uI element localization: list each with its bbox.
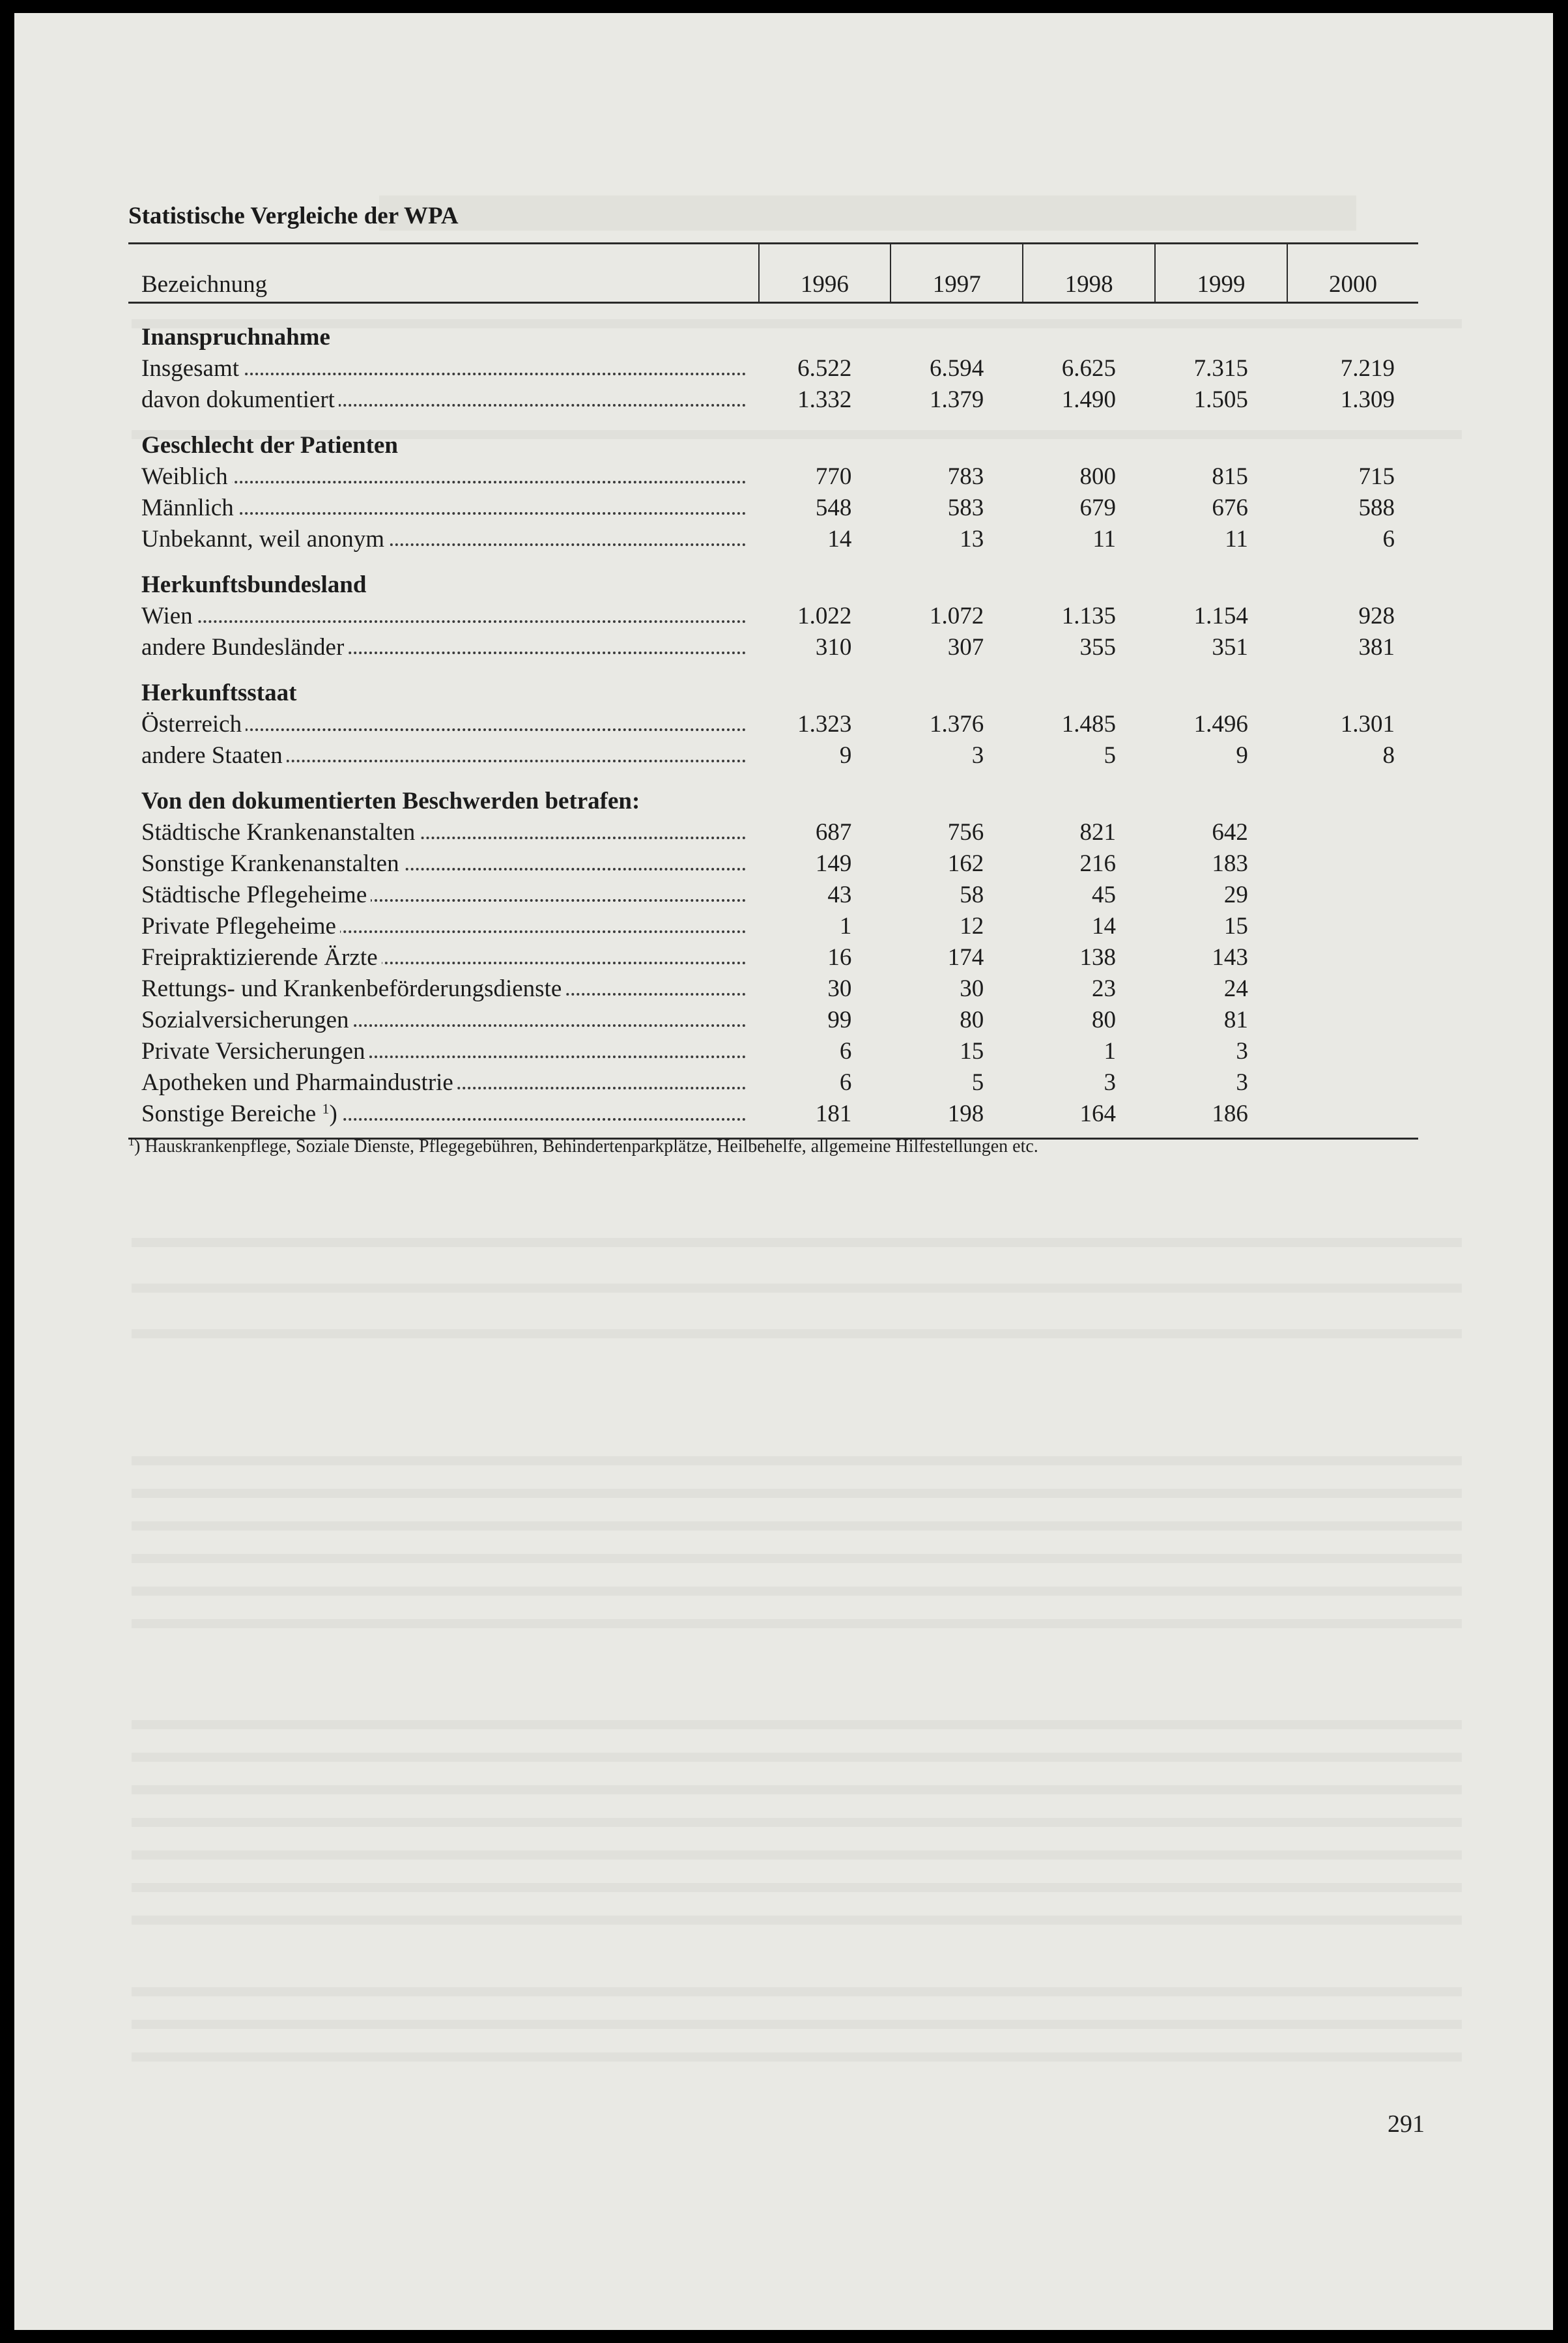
table-row — [128, 1063, 1418, 1095]
value-cell: 6 — [839, 1038, 852, 1065]
bleed-through-line — [132, 1521, 1462, 1531]
value-cell: 1.309 — [1340, 386, 1395, 413]
value-cell: 14 — [1092, 913, 1117, 940]
row-label-text: Städtische Krankenanstalten — [141, 819, 416, 846]
footnote — [128, 1135, 1038, 1157]
value-cell: 143 — [1212, 944, 1248, 971]
value-cell: 928 — [1358, 603, 1395, 629]
value-cell — [1287, 970, 1418, 1001]
footnote-text: ) Hauskrankenpflege, Soziale Dienste, Pflegegebühren, Behindertenparkplätze, Heilbehelfe, allgemeine Hilfestellungen etc. — [134, 1136, 1038, 1157]
value-cell: 216 — [1079, 850, 1117, 877]
value-cell — [1287, 876, 1418, 907]
page-number: 291 — [1388, 2110, 1425, 2138]
column-header-year: 1997 — [891, 244, 1023, 303]
table-header-row — [128, 244, 1418, 303]
value-cell: 6.625 — [1061, 355, 1117, 382]
section-heading: Geschlecht der Patienten — [141, 432, 398, 459]
dot-leader — [141, 620, 746, 623]
row-label-text: Sozialversicherungen — [141, 1007, 349, 1033]
row-label-cell — [128, 938, 759, 970]
row-label — [141, 742, 287, 769]
row-label-text: Männlich — [141, 495, 234, 521]
row-label-text: Weiblich — [141, 463, 228, 490]
value-cell: 9 — [1236, 742, 1248, 769]
section-heading-row — [128, 768, 1418, 813]
row-label — [141, 882, 371, 908]
value-cell: 1.323 — [797, 711, 852, 738]
value-cell: 1 — [839, 913, 852, 940]
table-row — [128, 597, 1418, 628]
value-cell: 58 — [960, 882, 984, 908]
value-cell: 149 — [815, 850, 852, 877]
row-label-cell — [128, 876, 759, 907]
row-label-text: andere Staaten — [141, 742, 283, 769]
value-cell: 815 — [1212, 463, 1248, 490]
row-label — [141, 495, 238, 521]
bleed-through-line — [132, 2052, 1462, 2062]
value-cell: 1.496 — [1193, 711, 1248, 738]
table-row — [128, 520, 1418, 551]
bleed-through-line — [132, 1883, 1462, 1892]
table-row — [128, 1032, 1418, 1063]
row-label — [141, 819, 419, 846]
row-label-text: Städtische Pflegeheime — [141, 882, 367, 908]
value-cell: 7.219 — [1340, 355, 1395, 382]
value-cell — [1287, 907, 1418, 938]
bleed-through-line — [132, 1329, 1462, 1338]
value-cell: 1.072 — [929, 603, 984, 629]
value-cell: 3 — [1104, 1069, 1117, 1096]
value-cell: 80 — [1092, 1007, 1117, 1033]
value-cell — [1287, 1063, 1418, 1095]
row-label — [141, 634, 348, 661]
value-cell: 9 — [839, 742, 852, 769]
row-label — [141, 1100, 341, 1127]
value-cell: 15 — [1223, 913, 1248, 940]
table-row — [128, 705, 1418, 736]
value-cell: 183 — [1212, 850, 1248, 877]
value-cell: 24 — [1223, 975, 1248, 1002]
bleed-through-line — [132, 1753, 1462, 1762]
bleed-through-line — [132, 1987, 1462, 1996]
value-cell: 15 — [960, 1038, 984, 1065]
value-cell: 11 — [1225, 526, 1248, 553]
table-row — [128, 1001, 1418, 1032]
table-row — [128, 628, 1418, 659]
row-label-text: Freipraktizierende Ärzte — [141, 944, 378, 971]
table-row — [128, 970, 1418, 1001]
value-cell: 3 — [971, 742, 984, 769]
value-cell: 1.154 — [1193, 603, 1248, 629]
value-cell: 687 — [815, 819, 852, 846]
row-label — [141, 1069, 457, 1096]
value-cell: 351 — [1212, 634, 1248, 661]
row-label — [141, 603, 197, 629]
value-cell: 548 — [815, 495, 852, 521]
value-cell: 1.376 — [929, 711, 984, 738]
value-cell: 80 — [960, 1007, 984, 1033]
table-row — [128, 938, 1418, 970]
section-heading: Von den dokumentierten Beschwerden betrafen: — [141, 788, 640, 814]
value-cell: 8 — [1382, 742, 1395, 769]
value-cell: 3 — [1236, 1038, 1248, 1065]
bleed-through-line — [132, 1489, 1462, 1498]
bleed-through-line — [132, 1587, 1462, 1596]
row-label-cell — [128, 628, 759, 659]
value-cell: 5 — [971, 1069, 984, 1096]
value-cell: 6 — [839, 1069, 852, 1096]
bleed-through-line — [132, 1554, 1462, 1563]
value-cell: 821 — [1079, 819, 1117, 846]
bleed-through-line — [132, 1850, 1462, 1860]
row-label-cell — [128, 705, 759, 736]
row-label-text: Wien — [141, 603, 193, 629]
row-label-cell — [128, 970, 759, 1001]
value-cell: 29 — [1223, 882, 1248, 908]
row-label-cell — [128, 1001, 759, 1032]
table-row — [128, 457, 1418, 489]
row-label — [141, 711, 246, 738]
value-cell: 5 — [1104, 742, 1117, 769]
dot-leader — [141, 481, 746, 483]
row-label-cell — [128, 844, 759, 876]
bleed-through-line — [132, 1284, 1462, 1293]
row-label-text: Private Pflegeheime — [141, 913, 336, 940]
value-cell: 7.315 — [1193, 355, 1248, 382]
value-cell — [1287, 844, 1418, 876]
value-cell: 1.490 — [1061, 386, 1117, 413]
value-cell: 756 — [947, 819, 984, 846]
value-cell: 16 — [827, 944, 852, 971]
row-label — [141, 944, 382, 971]
value-cell: 3 — [1236, 1069, 1248, 1096]
row-label-text: Private Versicherungen — [141, 1038, 365, 1065]
value-cell: 1.135 — [1061, 603, 1117, 629]
value-cell: 81 — [1223, 1007, 1248, 1033]
value-cell: 783 — [947, 463, 984, 490]
row-label-text: davon dokumentiert — [141, 386, 335, 413]
value-cell: 23 — [1092, 975, 1117, 1002]
value-cell: 1 — [1104, 1038, 1117, 1065]
row-label-text: Sonstige Krankenanstalten — [141, 850, 399, 877]
value-cell — [1287, 813, 1418, 844]
value-cell: 583 — [947, 495, 984, 521]
table-row — [128, 349, 1418, 381]
section-heading-row — [128, 303, 1418, 350]
footnote-mark: 1 — [128, 1135, 134, 1148]
section-heading: Inanspruchnahme — [141, 324, 330, 351]
value-cell: 12 — [960, 913, 984, 940]
column-header-label: Bezeichnung — [128, 244, 759, 303]
row-label-cell — [128, 489, 759, 520]
row-label-cell — [128, 736, 759, 768]
value-cell — [1287, 1095, 1418, 1126]
value-cell: 307 — [947, 634, 984, 661]
row-label-cell — [128, 1063, 759, 1095]
value-cell: 164 — [1079, 1100, 1117, 1127]
value-cell: 13 — [960, 526, 984, 553]
table-row — [128, 736, 1418, 768]
value-cell: 1.505 — [1193, 386, 1248, 413]
value-cell: 676 — [1212, 495, 1248, 521]
table-row — [128, 1095, 1418, 1126]
statistics-table — [128, 242, 1418, 1140]
column-header-year: 1999 — [1155, 244, 1287, 303]
row-label — [141, 975, 565, 1002]
value-cell: 45 — [1092, 882, 1117, 908]
section-heading-row — [128, 659, 1418, 705]
table-row — [128, 907, 1418, 938]
value-cell: 181 — [815, 1100, 852, 1127]
row-label-text: Apotheken und Pharmaindustrie — [141, 1069, 453, 1096]
value-cell: 14 — [827, 526, 852, 553]
value-cell — [1287, 1032, 1418, 1063]
value-cell: 30 — [960, 975, 984, 1002]
value-cell: 355 — [1079, 634, 1117, 661]
row-label — [141, 526, 388, 553]
value-cell: 1.485 — [1061, 711, 1117, 738]
row-label-text: Rettungs- und Krankenbeförderungsdienste — [141, 975, 562, 1002]
table-body — [128, 303, 1418, 1139]
value-cell: 679 — [1079, 495, 1117, 521]
row-label-cell — [128, 1032, 759, 1063]
row-label-cell — [128, 349, 759, 381]
section-heading: Herkunftsbundesland — [141, 571, 367, 598]
bleed-through-line — [132, 1238, 1462, 1247]
row-label — [141, 386, 339, 413]
row-label-cell — [128, 381, 759, 412]
section-heading-row — [128, 551, 1418, 597]
row-label-cell — [128, 813, 759, 844]
bleed-through-line — [132, 1818, 1462, 1827]
column-header-year: 2000 — [1287, 244, 1418, 303]
value-cell: 1.379 — [929, 386, 984, 413]
value-cell: 800 — [1079, 463, 1117, 490]
row-label — [141, 355, 243, 382]
row-label-text: Sonstige Bereiche — [141, 1100, 317, 1127]
row-label-text: Österreich — [141, 711, 242, 738]
table-row — [128, 844, 1418, 876]
row-label-text: andere Bundesländer — [141, 634, 345, 661]
value-cell — [1287, 938, 1418, 970]
section-heading: Herkunftsstaat — [141, 680, 297, 706]
row-label-cell — [128, 457, 759, 489]
value-cell: 186 — [1212, 1100, 1248, 1127]
document-page — [14, 13, 1553, 2330]
value-cell: 174 — [947, 944, 984, 971]
value-cell: 30 — [827, 975, 852, 1002]
footnote-reference-paren: ) — [329, 1100, 337, 1127]
row-label-cell — [128, 907, 759, 938]
value-cell: 99 — [827, 1007, 852, 1033]
row-label-cell — [128, 520, 759, 551]
value-cell: 162 — [947, 850, 984, 877]
value-cell: 6 — [1382, 526, 1395, 553]
row-label-text: Insgesamt — [141, 355, 240, 382]
value-cell: 6.594 — [929, 355, 984, 382]
value-cell: 6.522 — [797, 355, 852, 382]
table-row — [128, 489, 1418, 520]
row-label-cell — [128, 1095, 759, 1126]
value-cell: 11 — [1092, 526, 1117, 553]
table-row — [128, 876, 1418, 907]
row-label — [141, 463, 232, 490]
table-caption: Statistische Vergleiche der WPA — [128, 203, 459, 229]
column-header-year: 1996 — [759, 244, 891, 303]
value-cell — [1287, 1001, 1418, 1032]
bleed-through-line — [132, 1456, 1462, 1465]
row-label — [141, 1038, 369, 1065]
value-cell: 770 — [815, 463, 852, 490]
footnote-reference: 1 — [322, 1100, 330, 1117]
value-cell: 1.332 — [797, 386, 852, 413]
value-cell: 715 — [1358, 463, 1395, 490]
value-cell: 198 — [947, 1100, 984, 1127]
row-label — [141, 850, 403, 877]
row-label-cell — [128, 597, 759, 628]
section-heading-row — [128, 412, 1418, 457]
bleed-through-line — [132, 1720, 1462, 1729]
value-cell: 381 — [1358, 634, 1395, 661]
value-cell: 642 — [1212, 819, 1248, 846]
value-cell: 1.022 — [797, 603, 852, 629]
bleed-through-heading — [379, 195, 1356, 231]
bleed-through-line — [132, 1619, 1462, 1628]
row-label — [141, 1007, 353, 1033]
table-row — [128, 381, 1418, 412]
value-cell: 310 — [815, 634, 852, 661]
row-label — [141, 913, 340, 940]
value-cell: 43 — [827, 882, 852, 908]
bleed-through-line — [132, 1916, 1462, 1925]
value-cell: 1.301 — [1340, 711, 1395, 738]
value-cell: 588 — [1358, 495, 1395, 521]
column-header-year: 1998 — [1023, 244, 1155, 303]
bleed-through-line — [132, 2020, 1462, 2029]
bleed-through-line — [132, 1785, 1462, 1794]
row-label-text: Unbekannt, weil anonym — [141, 526, 384, 553]
table-row — [128, 813, 1418, 844]
value-cell: 138 — [1079, 944, 1117, 971]
